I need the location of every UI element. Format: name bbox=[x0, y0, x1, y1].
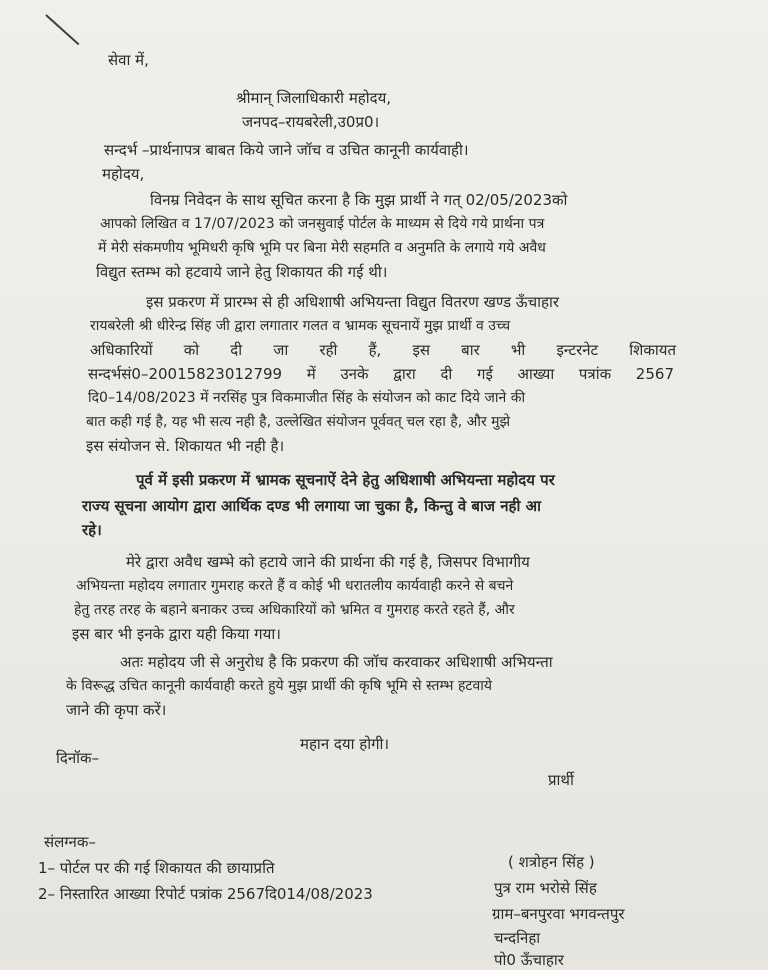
salutation-to: सेवा में, bbox=[108, 51, 149, 69]
para3-line2: राज्य सूचना आयोग द्वारा आर्थिक दण्ड भी लगाया जा चुका है, किन्तु वे बाज नही आ bbox=[82, 497, 541, 515]
para5-line3: जाने की कृपा करें। bbox=[66, 701, 167, 719]
para1-line4: विद्युत स्तम्भ को हटवाये जाने हेतु शिकायत की गई थी। bbox=[96, 263, 388, 281]
para1-line1: विनम्र निवेदन के साथ सूचित करना है कि मुझ प्रार्थी ने गत् 02/05/2023को bbox=[150, 191, 568, 209]
closing-kindness: महान दया होगी। bbox=[300, 735, 390, 753]
para2-line4: सन्दर्भसं0–20015823012799 में उनके द्वारा दी गई आख्या पत्रांक 2567 bbox=[88, 365, 674, 383]
enclosures-label: संलग्नक– bbox=[44, 833, 96, 851]
applicant-village: ग्राम–बनपुरवा भगवन्तपुर bbox=[492, 905, 625, 923]
para4-line3: हेतु तरह तरह के बहाने बनाकर उच्च अधिकारियों को भ्रमित व गुमराह करते रहते हैं, और bbox=[74, 602, 515, 618]
enclosure-item-1: 1– पोर्टल पर की गई शिकायत की छायाप्रति bbox=[38, 859, 275, 877]
para2-line3: अधिकारियों को दी जा रही हैं, इस बार भी इन्टरनेट शिकायत bbox=[90, 341, 676, 359]
para2-line1: इस प्रकरण में प्रारम्भ से ही अधिशाषी अभियन्ता विद्युत वितरण खण्ड ऊँचाहार bbox=[146, 293, 559, 311]
addressee: श्रीमान् जिलाधिकारी महोदय, bbox=[236, 89, 392, 107]
para2-line6: बात कही गई है, यह भी सत्य नही है, उल्लेखित संयोजन पूर्ववत् चल रहा है, और मुझे bbox=[86, 414, 511, 430]
para1-line3: में मेरी संकमणीय भूमिधरी कृषि भूमि पर बिना मेरी सहमति व अनुमति के लगाये गये अवैध bbox=[98, 240, 546, 256]
para1-line2: आपको लिखित व 17/07/2023 को जनसुवाई पोर्टल के माध्यम से दिये गये प्रार्थना पत्र bbox=[100, 216, 545, 232]
date-label: दिनॉक– bbox=[56, 749, 100, 767]
para4-line4: इस बार भी इनके द्वारा यही किया गया। bbox=[72, 625, 281, 643]
greeting: महोदय, bbox=[102, 165, 145, 183]
pen-stroke-mark bbox=[45, 14, 79, 45]
enclosure-item-2: 2– निस्तारित आख्या रिपोर्ट पत्रांक 2567दि014/08/2023 bbox=[38, 885, 373, 903]
applicant-father: पुत्र राम भरोसे सिंह bbox=[494, 879, 597, 897]
applicant-name: ( शत्रोहन सिंह ) bbox=[508, 853, 595, 871]
para2-line2: रायबरेली श्री धीरेन्द्र सिंह जी द्वारा लगातार गलत व भ्रामक सूचनायें मुझ प्रार्थी व उच्च bbox=[90, 318, 511, 334]
district-line: जनपद–रायबरेली,उ0प्र0। bbox=[242, 113, 380, 131]
para4-line2: अभियन्ता महोदय लगातार गुमराह करते हैं व कोई भी धरातलीय कार्यवाही करने से बचने bbox=[76, 578, 514, 594]
para3-line3: रहे। bbox=[82, 521, 102, 539]
applicant-label: प्रार्थी bbox=[548, 771, 574, 789]
applicant-post-partial: पो0 ऊँचाहार bbox=[494, 951, 564, 969]
reference-line: सन्दर्भ –प्रार्थनापत्र बाबत किये जाने जॉच व उचित कानूनी कार्यवाही। bbox=[104, 141, 469, 159]
para5-line1: अतः महोदय जी से अनुरोध है कि प्रकरण की जॉच करवाकर अधिशाषी अभियन्ता bbox=[120, 653, 553, 671]
applicant-area: चन्दनिहा bbox=[494, 929, 541, 947]
para3-line1: पूर्व में इसी प्रकरण में भ्रामक सूचनाऐं देने हेतु अधिशाषी अभियन्ता महोदय पर bbox=[136, 471, 555, 489]
para2-line7: इस संयोजन से. शिकायत भी नही है। bbox=[86, 437, 285, 455]
para2-line5: दि0–14/08/2023 में नरसिंह पुत्र विकमाजीत सिंह के संयोजन को काट दिये जाने की bbox=[88, 390, 526, 406]
para4-line1: मेरे द्वारा अवैध खम्भे को हटाये जाने की प्रार्थना की गई है, जिसपर विभागीय bbox=[126, 553, 530, 571]
para5-line2: के विरूद्ध उचित कानूनी कार्यवाही करते हुये मुझ प्रार्थी की कृषि भूमि से स्तम्भ हटवाये bbox=[66, 678, 492, 694]
